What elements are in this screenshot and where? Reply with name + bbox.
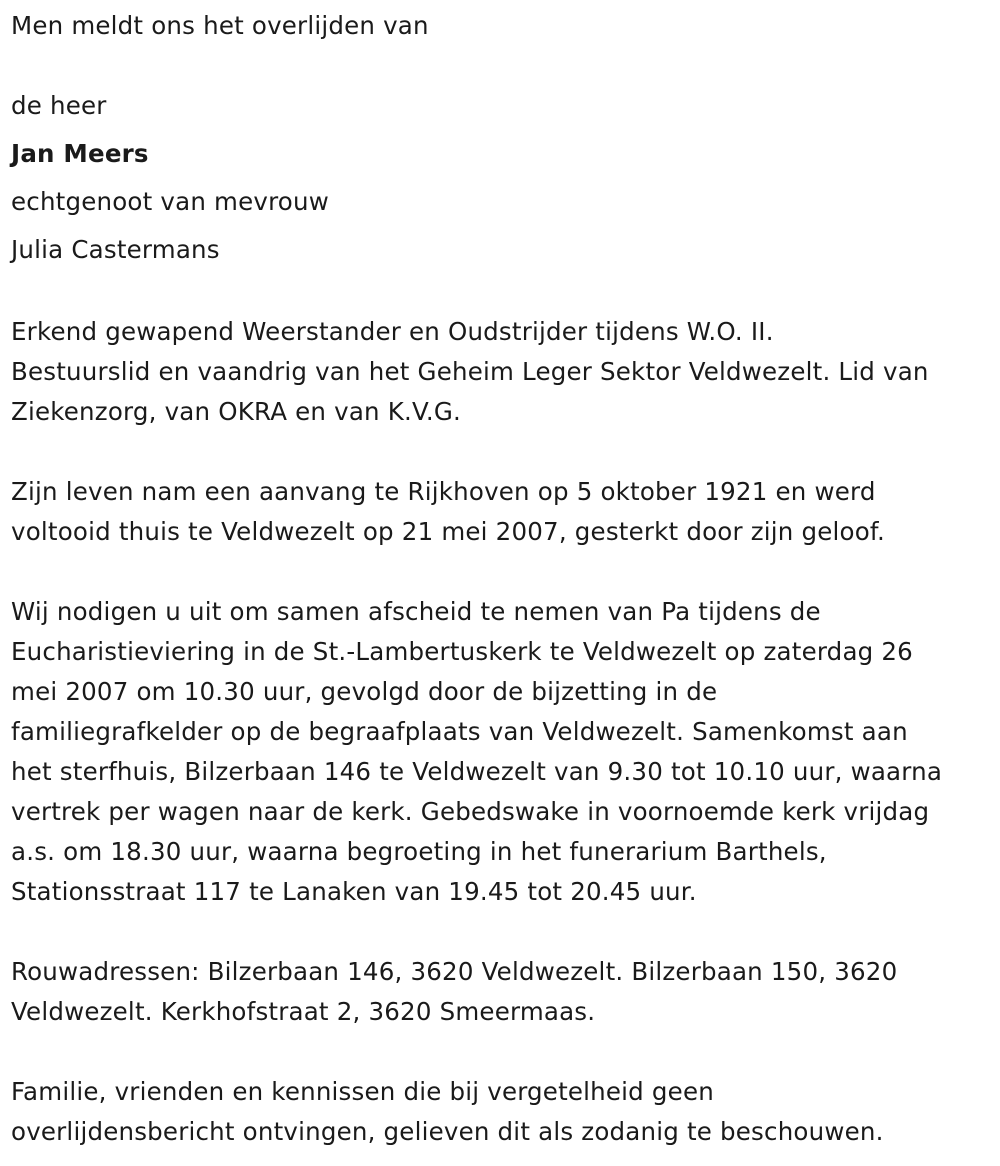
spacer [11,552,996,592]
spacer [11,1032,996,1072]
spacer [11,280,996,312]
deceased-name: Jan Meers [11,139,149,168]
spacer [11,432,996,472]
closing-paragraph: Familie, vrienden en kennissen die bij vergetelheid geen overlijdensbericht ontvingen, gelieven dit als zodanig te beschouwen. [11,1077,884,1146]
salutation: de heer [11,91,107,120]
spouse-name: Julia Castermans [11,235,220,264]
spacer [11,56,996,88]
addresses-paragraph: Rouwadressen: Bilzerbaan 146, 3620 Veldwezelt. Bilzerbaan 150, 3620 Veldwezelt. Kerkhofstraat 2, 3620 Smeermaas. [11,957,898,1026]
spouse-prefix: echtgenoot van mevrouw [11,187,329,216]
spacer [11,912,996,952]
life-paragraph: Zijn leven nam een aanvang te Rijkhoven op 5 oktober 1921 en werd voltooid thuis te Veldwezelt op 21 mei 2007, gesterkt door zijn geloof. [11,477,885,546]
ceremony-paragraph: Wij nodigen u uit om samen afscheid te nemen van Pa tijdens de Eucharistieviering in de St.-Lambertuskerk te Veldwezelt op zaterdag 26 mei 2007 om 10.30 uur, gevolgd door de bijzetting in de familiegrafkelder op de begraafplaats van Veldwezelt. Samenkomst aan het sterfhuis, Bilzerbaan 146 te Veldwezelt van 9.30 tot 10.10 uur, waarna vertrek per wagen naar de kerk. Gebedswake in voornoemde kerk vrijdag a.s. om 18.30 uur, waarna begroeting in het funerarium Barthels, Stationsstraat 117 te Lanaken van 19.45 tot 20.45 uur. [11,597,943,906]
obituary-notice [11,8,996,1152]
intro-line: Men meldt ons het overlijden van [11,11,429,40]
honors-paragraph: Erkend gewapend Weerstander en Oudstrijder tijdens W.O. II. Bestuurslid en vaandrig van het Geheim Leger Sektor Veldwezelt. Lid van Ziekenzorg, van OKRA en van K.V.G. [11,317,929,426]
